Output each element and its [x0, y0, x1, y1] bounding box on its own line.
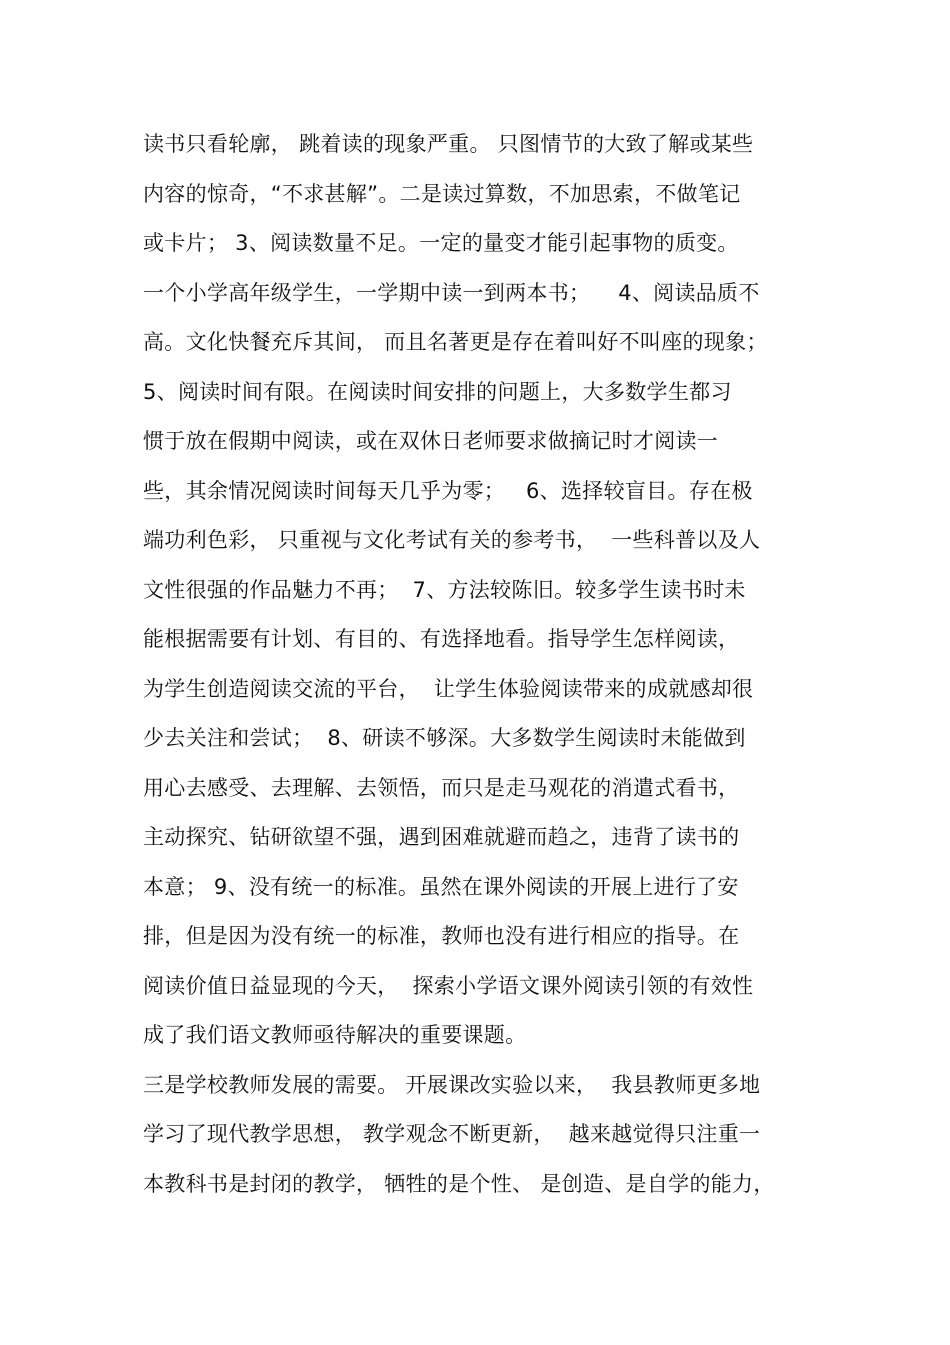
text-line: 端功利色彩， 只重视与文化考试有关的参考书， 一些科普以及人 — [143, 528, 761, 552]
text-line: 5、阅读时间有限。在阅读时间安排的问题上，大多数学生都习 — [143, 379, 732, 404]
text-line: 内容的惊奇，“不求甚解”。二是读过算数，不加思索，不做笔记 — [143, 181, 741, 206]
text-line: 为学生创造阅读交流的平台， 让学生体验阅读带来的成就感却很 — [143, 676, 754, 701]
text-line: 一个小学高年级学生，一学期中读一到两本书； 4、阅读品质不 — [143, 280, 760, 305]
text-line: 些，其余情况阅读时间每天几乎为零； 6、选择较盲目。存在极 — [143, 478, 753, 503]
text-line: 能根据需要有计划、有目的、有选择地看。指导学生怎样阅读， — [143, 627, 740, 651]
text-line: 本教科书是封闭的教学， 牺牲的是个性、 是创造、是自学的能力， — [143, 1171, 775, 1196]
text-line: 本意； 9、没有统一的标准。虽然在课外阅读的开展上进行了安 — [143, 874, 739, 899]
text-line: 用心去感受、去理解、去领悟，而只是走马观花的消遣式看书， — [143, 775, 740, 800]
text-line: 或卡片； 3、阅读数量不足。一定的量变才能引起事物的质变。 — [143, 231, 739, 255]
text-line: 阅读价值日益显现的今天， 探索小学语文课外阅读引领的有效性 — [143, 973, 754, 998]
text-line: 学习了现代教学思想， 教学观念不断更新， 越来越觉得只注重一 — [143, 1122, 761, 1146]
text-line: 读书只看轮廓， 跳着读的现象严重。 只图情节的大致了解或某些 — [143, 132, 754, 156]
text-line: 排，但是因为没有统一的标准，教师也没有进行相应的指导。在 — [143, 924, 740, 948]
text-line: 成了我们语文教师亟待解决的重要课题。 — [143, 1023, 527, 1047]
text-line: 三是学校教师发展的需要。 开展课改实验以来， 我县教师更多地 — [143, 1072, 761, 1097]
text-line: 惯于放在假期中阅读，或在双休日老师要求做摘记时才阅读一 — [143, 429, 719, 453]
text-line: 文性很强的作品魅力不再； 7、方法较陈旧。较多学生读书时未 — [143, 577, 746, 602]
body-text — [143, 120, 823, 1209]
text-line: 主动探究、钻研欲望不强，遇到困难就避而趋之，违背了读书的 — [143, 825, 740, 849]
text-line: 少去关注和尝试； 8、研读不够深。大多数学生阅读时未能做到 — [143, 726, 746, 750]
text-line: 高。文化快餐充斥其间， 而且名著更是存在着叫好不叫座的现象； — [143, 330, 768, 354]
